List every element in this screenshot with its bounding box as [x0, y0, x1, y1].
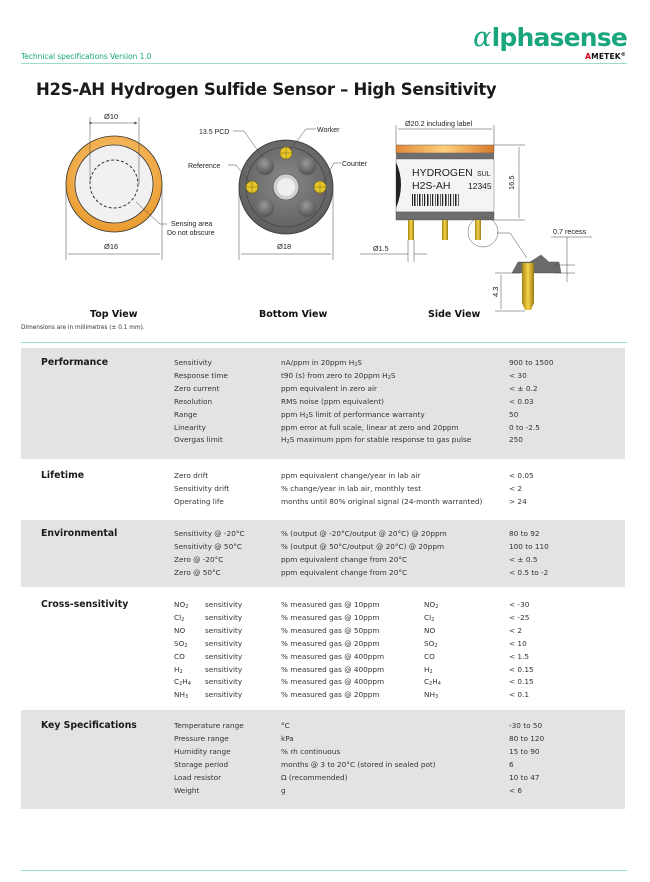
section-divider [21, 342, 627, 343]
spec-row [21, 382, 625, 395]
side-view-label: Side View [428, 309, 481, 320]
spec-row [21, 675, 625, 688]
spec-row [21, 771, 625, 784]
spec-value: < 0.5 to -2 [509, 567, 549, 577]
spec-description: % rh continuous [281, 746, 341, 756]
spec-value: 0 to -2.5 [509, 422, 540, 432]
spec-value: < 0.05 [509, 471, 534, 480]
spec-description: nA/ppm in 20ppm $H_2S$ [281, 358, 363, 368]
spec-parameter: Zero @ -20°C [174, 554, 224, 564]
recess-detail [512, 255, 561, 273]
cross-gas-ref: $H_2$ [424, 664, 433, 675]
top-view-drawing [66, 112, 215, 260]
section-title: Cross-sensitivity [41, 599, 129, 610]
header-divider [21, 63, 627, 64]
spec-value: 80 to 120 [509, 733, 545, 743]
cross-gas: $Cl_2$ [174, 612, 185, 623]
pcd-label: 13.5 PCD [199, 129, 230, 136]
spec-parameter: Sensitivity @ -20°C [174, 529, 245, 538]
spec-value: < ± 0.2 [509, 383, 538, 393]
spec-description: ppm error at full scale, linear at zero and 20ppm [281, 422, 459, 432]
spec-parameter: sensitivity [205, 651, 243, 661]
spec-parameter: Sensitivity drift [174, 483, 230, 493]
cross-gas-ref: $C_2H_4$ [424, 677, 441, 688]
side-pin-2 [442, 220, 448, 240]
spec-value: -30 to 50 [509, 721, 543, 730]
spec-description: % measured gas @ 50ppm [281, 625, 380, 635]
spec-value: > 24 [509, 496, 527, 506]
spec-parameter: Resolution [174, 396, 213, 406]
detail-callout-circle [468, 217, 498, 247]
spec-description: RMS noise (ppm equivalent) [281, 396, 384, 406]
spec-row [21, 553, 625, 566]
sensing-area-note-1: Sensing area [171, 221, 213, 228]
spec-value: 6 [509, 759, 514, 769]
spec-description: % measured gas @ 20ppm [281, 638, 380, 648]
detail-pin [522, 263, 534, 310]
spec-value: 100 to 110 [509, 541, 549, 551]
spec-parameter: Storage period [174, 759, 229, 769]
label-serial: 12345 [468, 181, 492, 191]
spec-description: % measured gas @ 10ppm [281, 612, 380, 622]
label-hydrogen-cut: SUL [477, 171, 491, 178]
dim-side-width: Ø20.2 including label [405, 119, 473, 128]
spec-parameter: Zero drift [174, 471, 209, 480]
spec-value: 10 to 47 [509, 772, 540, 782]
spec-row [21, 784, 625, 797]
cross-gas: $H_2$ [174, 664, 183, 675]
spec-row [21, 482, 625, 495]
spec-description: t90 (s) from zero to 20ppm $H_2S$ [281, 370, 396, 381]
spec-parameter: Temperature range [174, 721, 244, 730]
spec-row [21, 540, 625, 553]
spec-parameter: Sensitivity @ 50°C [174, 541, 242, 551]
section-title: Performance [41, 357, 109, 368]
spec-row [21, 369, 625, 382]
spec-description: ppm equivalent change from 20°C [281, 567, 408, 577]
spec-description: % change/year in lab air, monthly test [281, 483, 422, 493]
spec-row [21, 732, 625, 745]
bottom-view-drawing [188, 127, 368, 260]
side-view-drawing [360, 119, 592, 311]
spec-section-key-specifications [21, 710, 625, 809]
spec-row [21, 611, 625, 624]
page-title: H2S-AH Hydrogen Sulfide Sensor – High Sensitivity [36, 80, 497, 99]
footer-divider [21, 870, 627, 871]
spec-row [21, 745, 625, 758]
cross-gas-ref: $NO_2$ [424, 600, 439, 610]
logo-wordmark: lphasense [491, 23, 627, 52]
spec-description: g [281, 785, 286, 795]
label-hydrogen: HYDROGEN [412, 167, 473, 179]
dim-top-outer: Ø16 [104, 242, 119, 251]
spec-parameter: sensitivity [205, 612, 243, 622]
spec-parameter: sensitivity [205, 625, 243, 635]
spec-row [21, 598, 625, 611]
spec-value: < 1.5 [509, 651, 530, 661]
spec-row [21, 408, 625, 421]
spec-parameter: Linearity [174, 422, 206, 432]
spec-parameter: sensitivity [205, 664, 243, 674]
spec-description: months until 80% original signal (24-month warranted) [281, 496, 483, 506]
spec-row [21, 663, 625, 676]
cross-gas: $NO_2$ [174, 600, 189, 610]
spec-row [21, 566, 625, 579]
spec-value: < ± 0.5 [509, 554, 538, 564]
cross-gas: NO [174, 625, 186, 635]
cross-gas-ref: CO [424, 651, 435, 661]
dim-side-height: 16.5 [507, 175, 516, 190]
ametek-logo [585, 52, 626, 61]
spec-row [21, 758, 625, 771]
spec-parameter: Load resistor [174, 772, 222, 782]
spec-parameter: Zero @ 50°C [174, 567, 221, 577]
dimension-note: Dimensions are in millimetres (± 0.1 mm). [21, 325, 145, 331]
spec-value: < -30 [509, 600, 530, 609]
spec-row [21, 688, 625, 701]
document-subtitle: Technical specifications Version 1.0 [21, 52, 152, 61]
spec-parameter: Weight [174, 785, 200, 795]
spec-description: % measured gas @ 400ppm [281, 664, 385, 674]
spec-parameter: Humidity range [174, 746, 231, 756]
spec-row [21, 395, 625, 408]
spec-row [21, 719, 625, 732]
spec-description: % measured gas @ 20ppm [281, 690, 380, 700]
spec-value: < 2 [509, 483, 523, 493]
spec-description: % measured gas @ 400ppm [281, 651, 385, 661]
spec-parameter: Sensitivity [174, 358, 212, 367]
top-view-label: Top View [90, 309, 138, 320]
sensing-area-note-2: Do not obscure [167, 230, 215, 237]
spec-parameter: Response time [174, 370, 228, 380]
spec-parameter: Pressure range [174, 733, 229, 743]
spec-value: < 6 [509, 785, 523, 795]
spec-row [21, 421, 625, 434]
spec-section-lifetime [21, 462, 625, 517]
side-pin-3 [475, 220, 481, 240]
spec-row [21, 650, 625, 663]
cross-gas: $C_2H_4$ [174, 677, 191, 688]
spec-description: kPa [281, 733, 294, 743]
cross-gas-ref: NO [424, 625, 436, 635]
spec-parameter: Range [174, 409, 198, 419]
spec-value: < 2 [509, 625, 523, 635]
spec-parameter: Zero current [174, 383, 220, 393]
spec-description: ppm equivalent change from 20°C [281, 554, 408, 564]
spec-description: % (output @ 50°C/output @ 20°C) @ 20ppm [281, 541, 445, 551]
spec-value: < 10 [509, 638, 527, 648]
counter-label: Counter [342, 161, 367, 168]
spec-section-environmental [21, 520, 625, 587]
cross-gas: $NH_3$ [174, 690, 189, 701]
spec-value: 50 [509, 409, 519, 419]
spec-value: < 30 [509, 370, 527, 380]
reference-label: Reference [188, 163, 221, 170]
spec-value: 80 to 92 [509, 529, 540, 538]
dim-top-inner: Ø10 [104, 112, 119, 121]
spec-parameter: sensitivity [205, 690, 243, 700]
spec-section-performance [21, 348, 625, 459]
spec-row [21, 527, 625, 540]
spec-parameter: Overgas limit [174, 435, 223, 445]
spec-value: 15 to 90 [509, 746, 540, 756]
worker-label: Worker [317, 127, 340, 134]
registered-mark: ® [620, 52, 626, 58]
section-title: Key Specifications [41, 720, 137, 731]
dim-pin-length: 4.3 [491, 286, 500, 297]
spec-description: $H_2S$ maximum ppm for stable response to gas pulse [281, 435, 472, 446]
dim-bottom-outer: Ø18 [277, 242, 292, 251]
spec-description: ppm $H_2S$ limit of performance warranty [281, 409, 425, 420]
cross-gas: $SO_2$ [174, 638, 188, 649]
bottom-view-label: Bottom View [259, 309, 328, 320]
spec-description: Ω (recommended) [281, 772, 348, 782]
alphasense-logo [473, 24, 627, 51]
sensor-dimension-drawing [0, 100, 650, 325]
spec-value: 250 [509, 435, 523, 445]
cross-gas-ref: $Cl_2$ [424, 612, 435, 623]
spec-description: months @ 3 to 20°C (stored in sealed pot) [281, 759, 436, 769]
section-title: Lifetime [41, 470, 85, 481]
spec-value: < -25 [509, 612, 530, 622]
spec-row [21, 637, 625, 650]
ametek-logo-text: METEK [591, 52, 621, 61]
label-model: H2S-AH [412, 180, 451, 192]
spec-parameter: Operating life [174, 496, 224, 506]
spec-parameter: sensitivity [205, 600, 243, 609]
spec-description: % measured gas @ 400ppm [281, 677, 385, 687]
cross-gas-ref: $SO_2$ [424, 638, 438, 649]
spec-row [21, 356, 625, 369]
spec-value: < 0.1 [509, 690, 530, 700]
spec-description: ppm equivalent change/year in lab air [281, 471, 421, 480]
spec-description: ppm equivalent in zero air [281, 383, 377, 393]
logo-alpha-glyph: α [473, 22, 491, 53]
spec-row [21, 469, 625, 482]
spec-value: 900 to 1500 [509, 358, 554, 367]
top-view-membrane [75, 145, 153, 223]
spec-parameter: sensitivity [205, 677, 243, 687]
spec-description: % (output @ -20°C/output @ 20°C) @ 20ppm [281, 529, 447, 538]
spec-parameter: sensitivity [205, 638, 243, 648]
spec-value: < 0.15 [509, 677, 534, 687]
cross-gas-ref: $NH_3$ [424, 690, 439, 701]
spec-description: % measured gas @ 10ppm [281, 600, 380, 609]
spec-section-cross-sensitivity [21, 591, 625, 706]
section-title: Environmental [41, 528, 118, 539]
spec-row [21, 624, 625, 637]
spec-value: < 0.03 [509, 396, 534, 406]
ametek-logo-a: A [585, 52, 592, 61]
spec-value: < 0.15 [509, 664, 534, 674]
dim-pin-diameter: Ø1.5 [373, 244, 389, 253]
spec-row [21, 433, 625, 446]
recess-label: 0.7 recess [553, 227, 587, 236]
side-pin-1 [408, 220, 414, 240]
cross-gas: CO [174, 651, 185, 661]
spec-description: °C [281, 721, 290, 730]
spec-row [21, 495, 625, 508]
